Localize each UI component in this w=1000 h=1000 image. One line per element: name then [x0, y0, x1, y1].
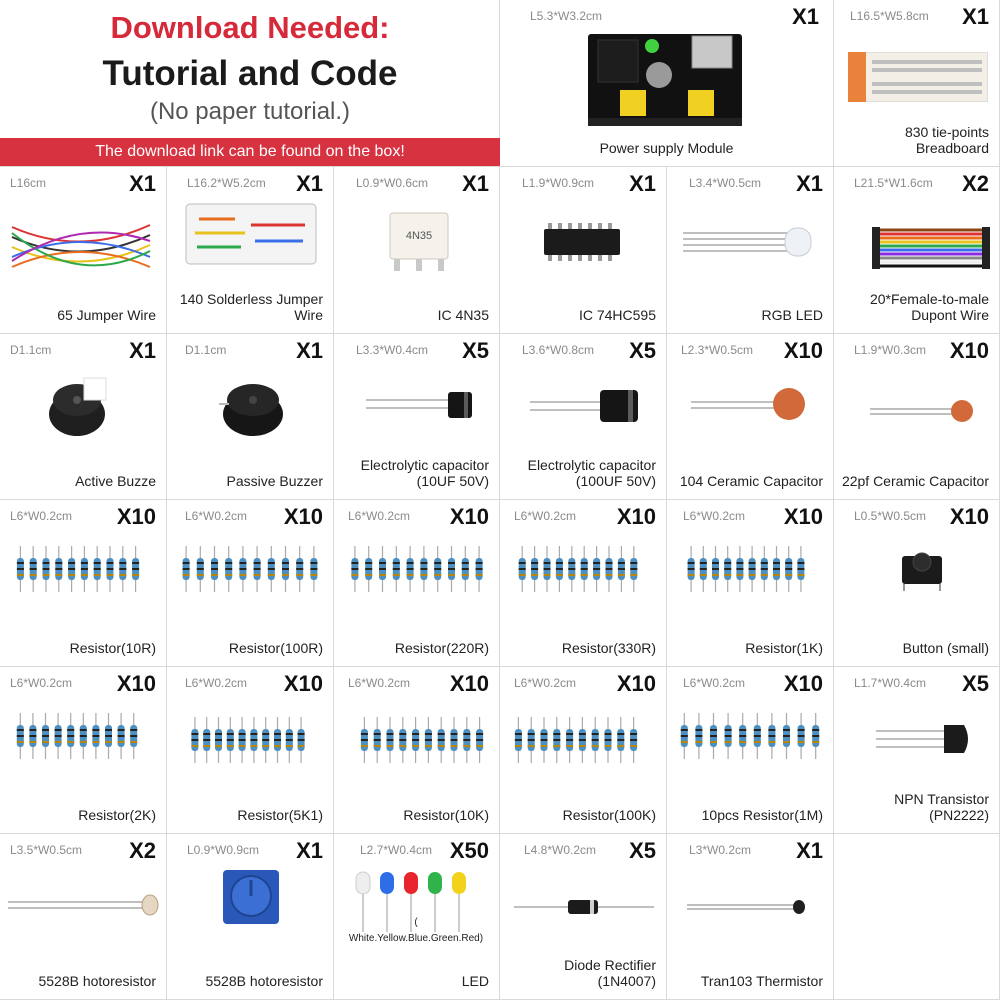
item-quantity: X1 — [296, 838, 323, 863]
item-quantity: X10 — [449, 671, 489, 696]
item-quantity: X10 — [949, 338, 989, 363]
item-quantity: X1 — [796, 171, 823, 196]
item-quantity: X10 — [116, 671, 156, 696]
item-card-ceramic-104 — [667, 334, 834, 500]
item-card-power-module — [500, 0, 834, 167]
item-name: NPN Transistor (PN2222) — [894, 791, 989, 823]
item-dimensions: L0.5*W0.5cm — [854, 509, 927, 523]
item-name: 10pcs Resistor(1M) — [701, 807, 823, 823]
item-name: Resistor(10R) — [69, 640, 156, 656]
item-card-resistor-5k1 — [167, 667, 334, 834]
item-name: Tran103 Thermistor — [700, 973, 823, 989]
item-card-resistor-1k — [667, 500, 834, 667]
ceramic-capacitor-icon — [689, 384, 809, 424]
item-quantity: X1 — [129, 338, 156, 363]
header-note: (No paper tutorial.) — [149, 98, 351, 125]
item-card-resistor-10r — [0, 500, 167, 667]
item-quantity: X10 — [616, 671, 656, 696]
chip-label: 4N35 — [405, 230, 433, 242]
header-subtitle: Tutorial and Code — [102, 54, 398, 93]
resistor-set-icon — [512, 715, 640, 765]
item-dimensions: D1.1cm — [185, 343, 227, 357]
item-quantity: X10 — [283, 671, 323, 696]
item-quantity: X10 — [283, 504, 323, 529]
item-card-electrolytic-10uf — [334, 334, 500, 500]
item-dimensions: L21.5*W1.6cm — [854, 176, 933, 190]
item-quantity: X1 — [296, 171, 323, 196]
item-name: 65 Jumper Wire — [57, 307, 156, 323]
resistor-set-icon — [516, 544, 640, 594]
item-name: 5528B hotoresistor — [38, 973, 156, 989]
item-dimensions: L6*W0.2cm — [348, 509, 411, 523]
resistor-set-icon — [179, 544, 321, 594]
item-dimensions: L6*W0.2cm — [10, 676, 73, 690]
empty-cell — [834, 834, 1000, 1000]
item-card-resistor-1m — [667, 667, 834, 834]
item-name: Diode Rectifier (1N4007) — [564, 957, 656, 989]
item-card-potentiometer — [167, 834, 334, 1000]
resistor-set-icon — [348, 544, 486, 594]
item-name: Passive Buzzer — [226, 473, 323, 489]
item-dimensions: D1.1cm — [10, 343, 52, 357]
item-quantity: X1 — [962, 4, 989, 29]
item-dimensions: L0.9*W0.9cm — [187, 843, 260, 857]
item-quantity: X10 — [783, 338, 823, 363]
item-quantity: X10 — [949, 504, 989, 529]
item-quantity: X5 — [629, 338, 656, 363]
breadboard-icon — [848, 52, 988, 102]
diode-icon — [512, 894, 656, 920]
item-card-passive-buzzer — [167, 334, 334, 500]
item-card-rgb-led — [667, 167, 834, 334]
item-quantity: X1 — [792, 4, 819, 29]
resistor-set-icon — [358, 715, 486, 765]
item-name: Resistor(2K) — [78, 807, 156, 823]
item-dimensions: L0.9*W0.6cm — [356, 176, 429, 190]
item-card-resistor-220r — [334, 500, 500, 667]
ic-74hc595-icon — [540, 221, 624, 263]
item-name: 20*Female-to-male Dupont Wire — [869, 291, 989, 323]
item-card-solderless-jumper — [167, 167, 334, 334]
item-name: 22pf Ceramic Capacitor — [841, 473, 989, 489]
thermistor-icon — [685, 892, 809, 922]
item-dimensions: L16.5*W5.8cm — [850, 9, 929, 23]
potentiometer-icon — [219, 864, 283, 928]
jumper-wire-bundle-icon — [0, 207, 166, 307]
item-quantity: X1 — [462, 171, 489, 196]
item-card-photoresistor — [0, 834, 167, 1000]
item-dimensions: L16cm — [10, 176, 47, 190]
item-card-resistor-100k — [500, 667, 667, 834]
item-name: IC 4N35 — [437, 307, 489, 323]
item-card-resistor-2k — [0, 667, 167, 834]
item-name: Resistor(100R) — [228, 640, 323, 656]
item-dimensions: L6*W0.2cm — [683, 676, 746, 690]
item-dimensions: L6*W0.2cm — [514, 509, 577, 523]
item-quantity: X50 — [449, 838, 489, 863]
active-buzzer-icon — [44, 374, 110, 440]
item-dimensions: L6*W0.2cm — [683, 509, 746, 523]
item-quantity: X2 — [129, 838, 156, 863]
item-quantity: X10 — [783, 671, 823, 696]
item-quantity: X5 — [962, 671, 989, 696]
item-dimensions: L5.3*W3.2cm — [530, 9, 603, 23]
item-card-ic-74hc595 — [500, 167, 667, 334]
item-card-diode — [500, 834, 667, 1000]
resistor-set-icon — [685, 544, 807, 594]
item-dimensions: L6*W0.2cm — [514, 676, 577, 690]
item-card-resistor-330r — [500, 500, 667, 667]
item-dimensions: L3.4*W0.5cm — [689, 176, 762, 190]
item-quantity: X10 — [449, 504, 489, 529]
item-name: LED — [461, 973, 489, 989]
item-card-dupont-wire — [834, 167, 1000, 334]
photoresistor-icon — [6, 890, 160, 920]
item-dimensions: L3*W0.2cm — [689, 843, 752, 857]
jumper-wire-box-icon — [185, 203, 317, 265]
item-card-led-set — [334, 834, 500, 1000]
item-quantity: X10 — [783, 504, 823, 529]
item-card-ceramic-22pf — [834, 334, 1000, 500]
item-name: Resistor(100K) — [562, 807, 656, 823]
resistor-set-icon — [14, 544, 142, 594]
item-name: Resistor(220R) — [394, 640, 489, 656]
item-name: IC 74HC595 — [578, 307, 656, 323]
item-card-resistor-10k — [334, 667, 500, 834]
item-name: Button (small) — [902, 640, 989, 656]
electrolytic-capacitor-large-icon — [528, 386, 642, 426]
power-module-icon — [580, 26, 750, 134]
item-name: 830 tie-points Breadboard — [904, 124, 989, 156]
item-card-breadboard — [834, 0, 1000, 167]
rgb-led-icon — [679, 225, 819, 259]
item-dimensions: L6*W0.2cm — [185, 676, 248, 690]
item-quantity: X10 — [616, 504, 656, 529]
item-dimensions: L6*W0.2cm — [185, 509, 248, 523]
header-panel — [0, 0, 500, 167]
electrolytic-capacitor-icon — [364, 386, 474, 422]
item-dimensions: L2.3*W0.5cm — [681, 343, 754, 357]
item-dimensions: L3.5*W0.5cm — [10, 843, 83, 857]
item-quantity: X5 — [629, 838, 656, 863]
item-name: Electrolytic capacitor (10UF 50V) — [360, 457, 489, 489]
item-quantity: X1 — [796, 838, 823, 863]
item-name: Electrolytic capacitor (100UF 50V) — [527, 457, 656, 489]
item-card-jumper-wire — [0, 167, 167, 334]
passive-buzzer-icon — [215, 374, 287, 440]
item-card-resistor-100r — [167, 500, 334, 667]
item-dimensions: L1.7*W0.4cm — [854, 676, 927, 690]
item-name: Resistor(5K1) — [237, 807, 323, 823]
item-dimensions: L6*W0.2cm — [348, 676, 411, 690]
item-card-transistor — [834, 667, 1000, 834]
item-quantity: X1 — [629, 171, 656, 196]
item-card-active-buzzer — [0, 334, 167, 500]
item-dimensions: L6*W0.2cm — [10, 509, 73, 523]
item-dimensions: L16.2*W5.2cm — [187, 176, 266, 190]
header-title: Download Needed: — [110, 10, 390, 45]
item-name: Resistor(330R) — [561, 640, 656, 656]
item-dimensions: L3.3*W0.4cm — [356, 343, 429, 357]
item-card-button — [834, 500, 1000, 667]
item-quantity: X2 — [962, 171, 989, 196]
item-dimensions: L4.8*W0.2cm — [524, 843, 597, 857]
push-button-icon — [896, 546, 948, 592]
item-dimensions: L2.7*W0.4cm — [360, 843, 433, 857]
item-name: Resistor(1K) — [745, 640, 823, 656]
ic-4n35-icon — [384, 207, 454, 273]
led-colors-note: ( White.Yellow.Blue.Green.Red) — [348, 917, 484, 944]
transistor-icon — [874, 721, 974, 757]
item-name: RGB LED — [761, 307, 823, 323]
item-card-electrolytic-100uf — [500, 334, 667, 500]
resistor-set-icon — [189, 715, 307, 765]
item-quantity: X1 — [296, 338, 323, 363]
download-banner: The download link can be found on the box! — [0, 138, 500, 166]
resistor-set-icon — [677, 711, 823, 761]
item-card-thermistor — [667, 834, 834, 1000]
item-quantity: X10 — [116, 504, 156, 529]
resistor-set-icon — [14, 711, 140, 761]
item-quantity: X1 — [129, 171, 156, 196]
item-name: Active Buzze — [75, 473, 156, 489]
item-quantity: X5 — [462, 338, 489, 363]
item-dimensions: L3.6*W0.8cm — [522, 343, 595, 357]
item-name: Resistor(10K) — [403, 807, 489, 823]
item-card-ic-4n35 — [334, 167, 500, 334]
item-name: 140 Solderless Jumper Wire — [179, 291, 323, 323]
dupont-wire-icon — [872, 225, 990, 271]
ceramic-capacitor-small-icon — [868, 396, 976, 426]
item-dimensions: L1.9*W0.3cm — [854, 343, 927, 357]
item-dimensions: L1.9*W0.9cm — [522, 176, 595, 190]
item-name: 104 Ceramic Capacitor — [679, 473, 823, 489]
item-name: Power supply Module — [599, 140, 734, 156]
item-name: 5528B hotoresistor — [205, 973, 323, 989]
